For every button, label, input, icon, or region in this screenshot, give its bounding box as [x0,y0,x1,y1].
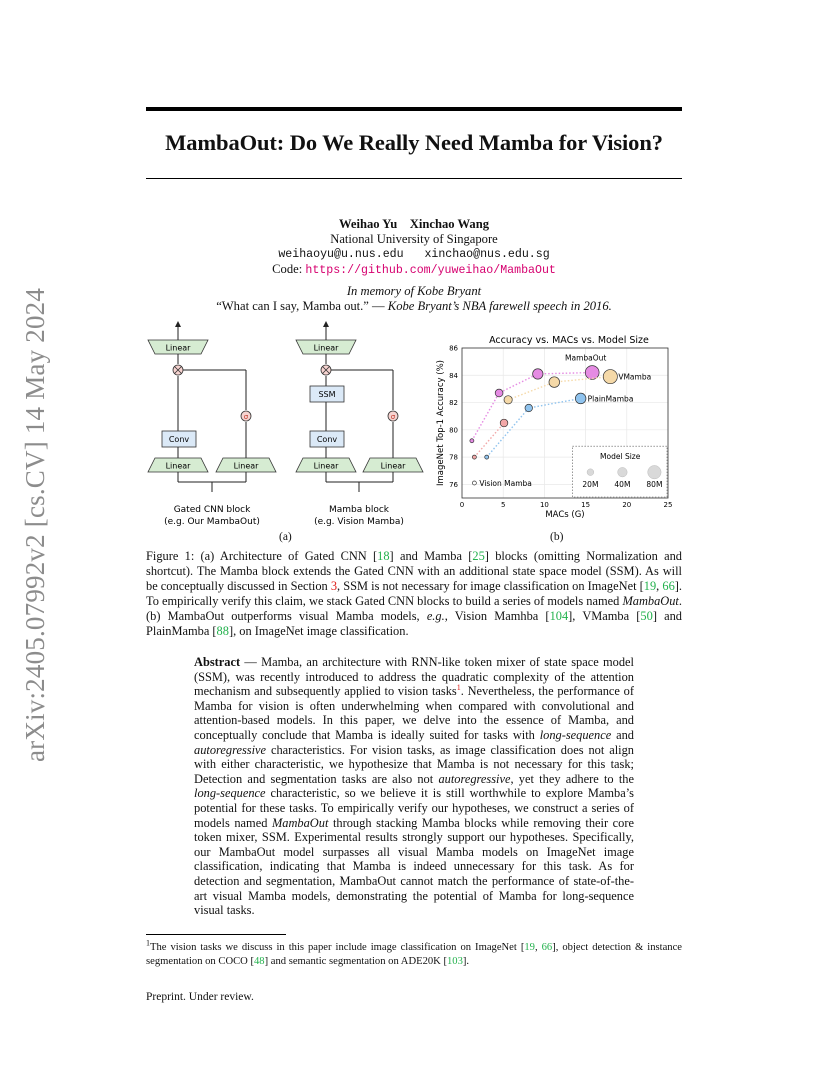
figure-b-chart [432,330,684,530]
x-tick-label: 20 [622,501,632,509]
size-legend-marker [587,469,594,476]
linear-layer-label: Linear [165,343,191,353]
series-label: MambaOut [565,353,607,363]
figure-a-label: (a) [279,531,292,543]
figure-a-diagram [140,320,430,530]
affiliation: National University of Singapore [330,232,498,246]
title-top-rule [146,107,682,111]
author-email[interactable]: xinchao@nus.edu.sg [424,248,550,261]
series-label: VMamba [618,372,652,382]
linear-layer-label: Linear [313,343,339,353]
citation-link[interactable]: 19 [524,942,535,953]
linear-layer-label: Linear [233,461,259,471]
block-caption: (e.g. Our MambaOut) [164,517,260,527]
data-point [485,455,489,459]
citation-link[interactable]: 88 [216,624,229,639]
size-legend-label: 40M [614,480,631,490]
ssm-label: SSM [318,390,336,399]
citation-link[interactable]: 66 [662,579,675,594]
figure-b-label: (b) [550,531,564,543]
y-tick-label: 82 [449,399,458,408]
mamba-block [296,324,423,527]
citation-link[interactable]: 19 [643,579,657,594]
data-point [533,369,543,379]
x-tick-label: 15 [581,501,591,509]
conv-label: Conv [316,435,338,444]
y-axis-label: ImageNet Top-1 Accuracy (%) [436,360,446,486]
y-tick-label: 80 [449,426,458,435]
block-caption: Gated CNN block [173,505,251,515]
linear-layer-label: Linear [380,461,406,471]
y-tick-label: 78 [449,453,458,462]
author-block [146,217,682,278]
citation-link[interactable]: 103 [447,955,463,967]
citation-link[interactable]: 66 [541,942,553,953]
footnote: $^1$The vision tasks we discuss in this paper include image classification on ImageNet [19, 66], object detection & instance segmentation on COCO [48] and semantic segmentation on ADE20K [103]. [146,938,682,967]
series-line [487,398,581,457]
data-point [549,377,560,388]
section-link[interactable]: 3 [330,579,338,594]
arxiv-sidebar-id: arXiv:2405.07992v2 [cs.CV] 14 May 2024 [20,287,50,762]
size-legend-marker [648,465,661,478]
sigma-label: σ [390,413,396,421]
linear-layer-label: Linear [165,461,191,471]
citation-link[interactable]: 18 [377,549,390,563]
paper-title: MambaOut: Do We Really Need Mamba for Vision? [165,130,663,155]
sigma-label: σ [243,413,249,421]
dedication-line: In memory of Kobe Bryant [346,284,482,298]
block-caption: Mamba block [328,505,390,515]
y-tick-label: 84 [449,371,458,380]
abstract-heading: Abstract [194,655,241,669]
author-name: Xinchao Wang [409,217,489,231]
author-name: Weihao Yu [338,217,398,231]
y-tick-label: 86 [449,344,458,353]
series-label: Vision Mamba [479,479,532,488]
gated-cnn-block [148,324,276,527]
code-label: Code: [272,262,303,276]
citation-link[interactable]: 48 [254,955,265,967]
series-label: PlainMamba [587,394,634,404]
x-tick-label: 5 [500,501,506,509]
figure-caption: Figure 1: (a) Architecture of Gated CNN [18] and Mamba [25] blocks (omitting Normalization and shortcut). The Mamba block extends the Gated CNN with an additional state space model (SSM). As will be conceptually discussed in Section 3, SSM is not necessary for image classification on ImageNet [19, 66]. To empirically verify this claim, we stack Gated CNN blocks to build a series of models named MambaOut. (b) MambaOut outperforms visual Mamba models, e.g., Vision Mamhba [104], VMamba [50] and PlainMamba [88], on ImageNet image classification. [146,549,682,639]
x-tick-label: 0 [459,501,465,509]
data-point [575,393,586,404]
abstract: Abstract — Mamba, an architecture with RNN-like token mixer of state space model (SSM), was recently introduced to address the quadratic complexity of the attention mechanism and subsequently applied to vision tasks$^1$. Nevertheless, the performance of Mamba for vision is often underwhelming when compared with convolutional and attention-based models. In this paper, we delve into the essence of Mamba, and conceptually conclude that Mamba is ideally suited for tasks with long-sequence and autoregressive characteristics. For vision tasks, as image classification does not align with either characteristic, we hypothesize that Mamba is not necessary for this task; Detection and segmentation tasks are also not autoregressive, yet they adhere to the long-sequence characteristic, so we believe it is still worthwhile to explore Mamba’s potential for these tasks. To empirically verify our hypotheses, we construct a series of models named MambaOut through stacking Mamba blocks while removing their core token mixer, SSM. Experimental results strongly support our hypotheses. Specifically, our MambaOut model surpasses all visual Mamba models on ImageNet image classification, indicating that Mamba is indeed unnecessary for this task. As for detection and segmentation, MambaOut cannot match the performance of state-of-the-art visual Mamba models, demonstrating the potential of Mamba for long-sequence visual tasks. [194,655,634,918]
citation-link[interactable]: 50 [640,609,653,624]
code-link[interactable]: https://github.com/yuweihao/MambaOut [305,264,556,277]
x-axis-label: MACs (G) [545,510,585,520]
dedication-source: Kobe Bryant’s NBA farewell speech in 2016. [387,299,612,313]
x-tick-label: 10 [539,501,549,509]
data-point [470,439,474,443]
dedication [146,284,682,314]
citation-link[interactable]: 104 [549,609,569,624]
size-legend-label: 20M [582,480,599,490]
data-point [495,389,503,397]
size-legend-marker [618,467,627,476]
size-legend-label: 80M [646,480,663,490]
data-point [504,396,512,404]
series-legend-marker [472,481,476,485]
linear-layer-label: Linear [313,461,339,471]
chart-title: Accuracy vs. MACs vs. Model Size [489,335,649,346]
citation-link[interactable]: 25 [472,549,485,563]
author-email[interactable]: weihaoyu@u.nus.edu [278,248,404,261]
footnote-rule [146,934,286,935]
x-tick-label: 25 [663,501,673,509]
data-point [500,419,508,427]
size-legend-title: Model Size [600,452,641,462]
block-caption: (e.g. Vision Mamba) [314,517,404,527]
conv-label: Conv [168,435,190,444]
y-tick-label: 76 [449,480,458,489]
dedication-quote: “What can I say, Mamba out.” — [216,299,388,313]
title-bottom-rule [146,178,682,179]
data-point [472,455,476,459]
footnote-link[interactable]: 1 [456,683,461,693]
data-point [603,370,617,384]
preprint-note: Preprint. Under review. [146,991,254,1003]
data-point [525,404,533,412]
